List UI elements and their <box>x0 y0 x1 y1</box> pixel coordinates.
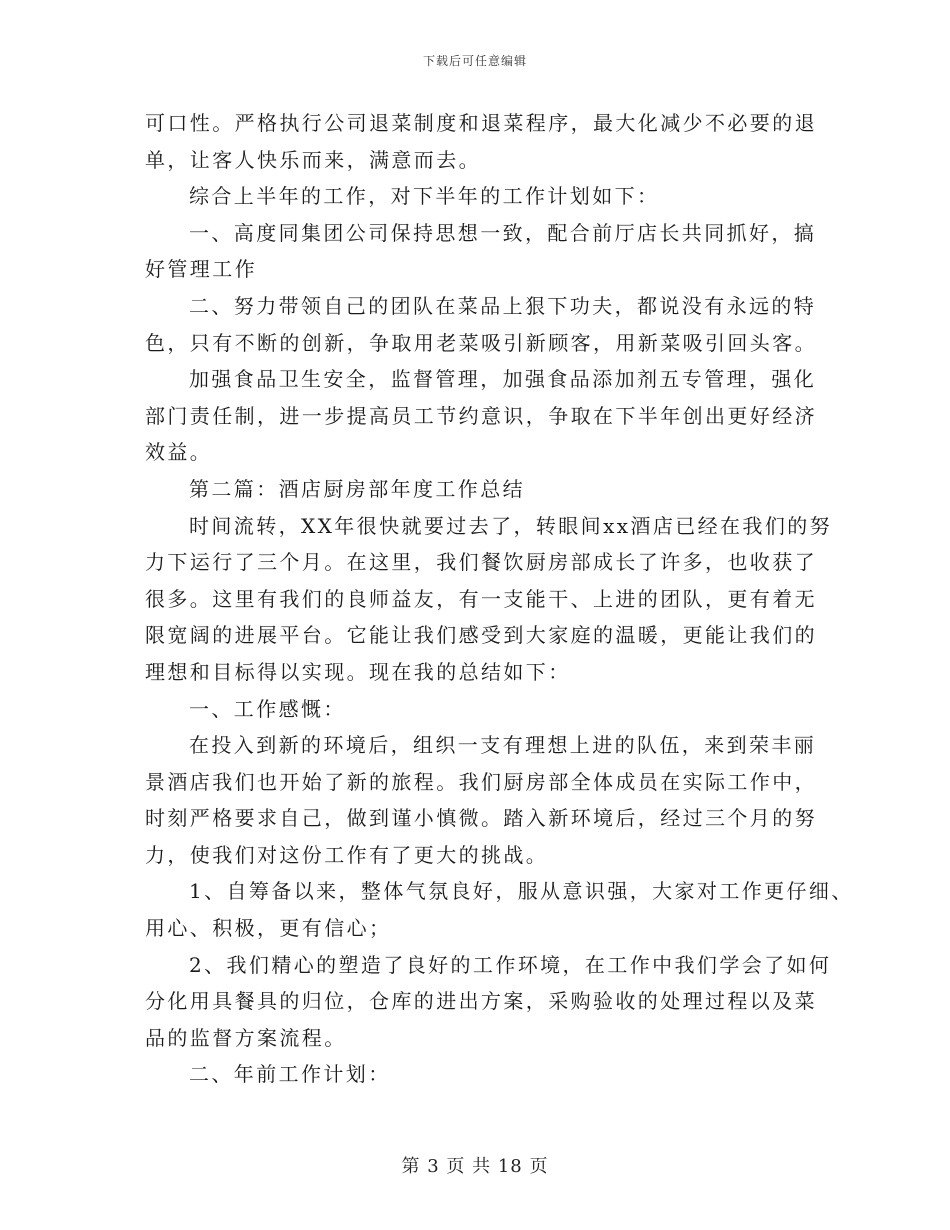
text-line: 二、努力带领自己的团队在菜品上狠下功夫，都说没有永远的特 <box>189 293 817 318</box>
text-line: 很多。这里有我们的良师益友，有一支能干、上进的团队，更有着无 <box>145 586 817 611</box>
text-line: 可口性。严格执行公司退菜制度和退菜程序，最大化减少不必要的退 <box>145 111 817 135</box>
text-line: 2、我们精心的塑造了良好的工作环境，在工作中我们学会了如何 <box>189 952 832 977</box>
text-line: 理想和目标得以实现。现在我的总结如下： <box>145 659 571 684</box>
text-line: 色，只有不断的创新，争取用老菜吸引新顾客，用新菜吸引回头客。 <box>145 330 817 355</box>
document-body <box>145 105 854 1093</box>
text-line: 力下运行了三个月。在这里，我们餐饮厨房部成长了许多，也收获了 <box>145 550 817 575</box>
text-line: 单，让客人快乐而来，满意而去。 <box>145 147 481 172</box>
text-line: 综合上半年的工作，对下半年的工作计划如下： <box>189 184 660 209</box>
text-line: 分化用具餐具的归位，仓库的进出方案，采购验收的处理过程以及菜 <box>145 989 817 1014</box>
text-line: 一、高度同集团公司保持思想一致，配合前厅店长共同抓好，搞 <box>189 220 817 245</box>
page-header: 下载后可任意编辑 <box>422 54 527 68</box>
text-line: 时刻严格要求自己，做到谨小慎微。踏入新环境后，经过三个月的努 <box>145 806 817 831</box>
section-heading: 第二篇：酒店厨房部年度工作总结 <box>189 476 525 501</box>
page-number: 第 3 页 共 18 页 <box>401 1156 549 1177</box>
text-line: 景酒店我们也开始了新的旅程。我们厨房部全体成员在实际工作中， <box>145 769 817 794</box>
text-line: 在投入到新的环境后，组织一支有理想上进的队伍，来到荣丰丽 <box>189 733 817 758</box>
text-line: 限宽阔的进展平台。它能让我们感受到大家庭的温暖，更能让我们的 <box>145 623 817 648</box>
subsection-heading: 一、工作感慨： <box>189 696 346 721</box>
text-line: 力，使我们对这份工作有了更大的挑战。 <box>145 842 549 867</box>
text-line: 效益。 <box>145 440 213 465</box>
subsection-heading: 二、年前工作计划： <box>189 1062 391 1087</box>
text-line: 加强食品卫生安全，监督管理，加强食品添加剂五专管理，强化 <box>189 367 817 392</box>
text-line: 好管理工作 <box>145 257 257 282</box>
text-line: 用心、积极，更有信心； <box>145 916 392 941</box>
text-line: 1、自筹备以来，整体气氛良好，服从意识强，大家对工作更仔细、 <box>189 879 854 904</box>
text-line: 部门责任制，进一步提高员工节约意识，争取在下半年创出更好经济 <box>145 403 817 428</box>
text-line: 时间流转，XX年很快就要过去了，转眼间xx酒店已经在我们的努 <box>189 513 833 538</box>
text-line: 品的监督方案流程。 <box>145 1025 347 1050</box>
